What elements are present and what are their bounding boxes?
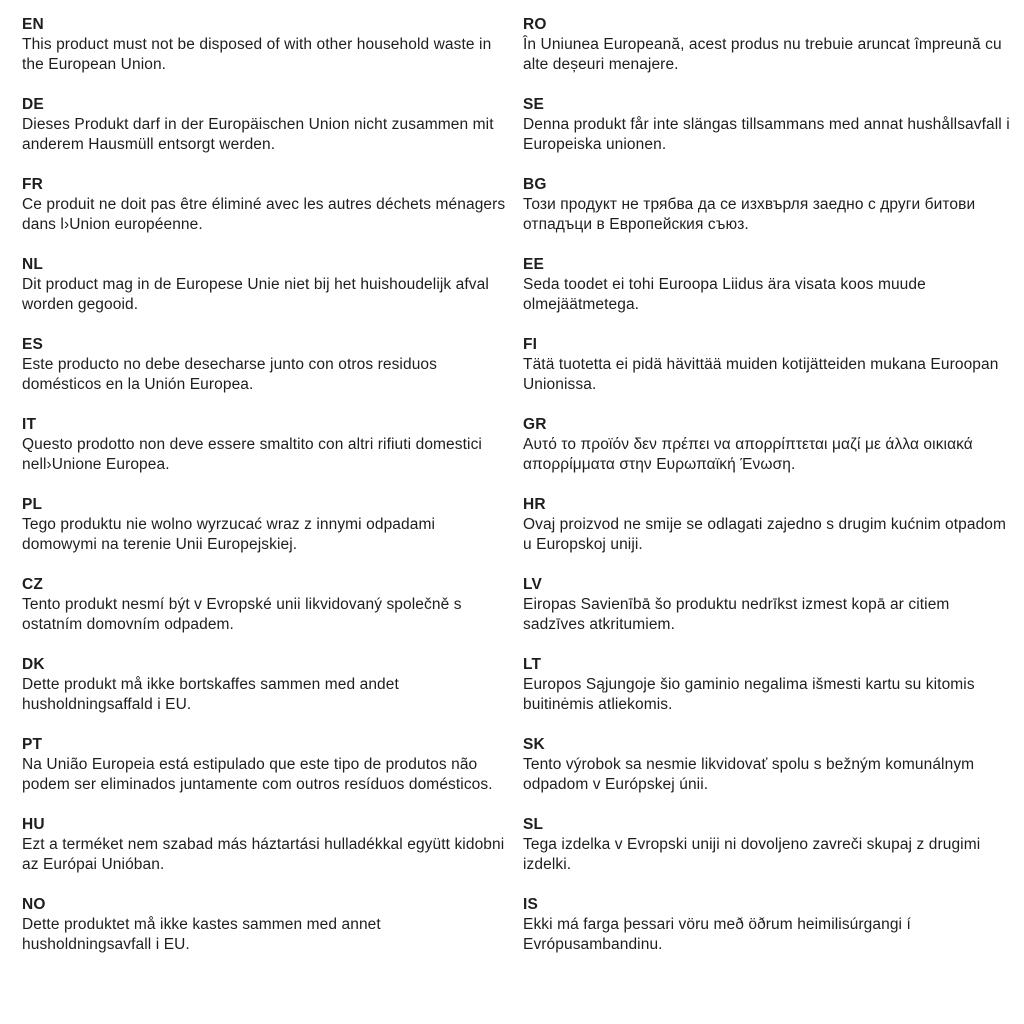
notice-text: Tätä tuotetta ei pidä hävittää muiden kotijätteiden mukana Euroopan Unionissa. bbox=[523, 356, 999, 393]
language-code: NO bbox=[22, 896, 46, 913]
language-code: LV bbox=[523, 576, 543, 593]
language-block bbox=[523, 95, 1014, 155]
language-code: PT bbox=[22, 736, 43, 753]
language-block bbox=[22, 255, 513, 315]
notice-text: Dette produkt må ikke bortskaffes sammen med andet husholdningsaffald i EU. bbox=[22, 676, 399, 713]
language-block bbox=[22, 495, 513, 555]
language-block bbox=[22, 175, 513, 235]
language-block bbox=[22, 895, 513, 955]
language-code: ES bbox=[22, 336, 44, 353]
language-block bbox=[22, 735, 513, 795]
notice-text: Ezt a terméket nem szabad más háztartási hulladékkal együtt kidobni az Európai Unióban. bbox=[22, 836, 505, 873]
notice-text: Tego produktu nie wolno wyrzucać wraz z innymi odpadami domowymi na terenie Unii Europejskiej. bbox=[22, 516, 436, 553]
language-code: NL bbox=[22, 256, 44, 273]
language-block bbox=[523, 335, 1014, 395]
language-block bbox=[523, 575, 1014, 635]
language-code: DK bbox=[22, 656, 45, 673]
language-code: SE bbox=[523, 96, 545, 113]
notice-text: Dieses Produkt darf in der Europäischen Union nicht zusammen mit anderem Hausmüll entsorgt werden. bbox=[22, 116, 494, 153]
language-block bbox=[22, 655, 513, 715]
language-block bbox=[22, 815, 513, 875]
language-block bbox=[523, 255, 1014, 315]
notice-text: Този продукт не трябва да се изхвърля заедно с други битови отпадъци в Европейския съюз. bbox=[523, 196, 976, 233]
language-block bbox=[523, 415, 1014, 475]
notice-text: Na União Europeia está estipulado que este tipo de produtos não podem ser eliminados juntamente com outros resíduos domésticos. bbox=[22, 756, 493, 793]
language-code: BG bbox=[523, 176, 547, 193]
notice-text: Europos Sąjungoje šio gaminio negalima išmesti kartu su kitomis buitinėmis atliekomis. bbox=[523, 676, 975, 713]
language-code: SL bbox=[523, 816, 544, 833]
notice-text: Ce produit ne doit pas être éliminé avec les autres déchets ménagers dans l›Union européenne. bbox=[22, 196, 506, 233]
language-block bbox=[523, 495, 1014, 555]
notice-text: Denna produkt får inte slängas tillsammans med annat hushållsavfall i Europeiska unionen. bbox=[523, 116, 1010, 153]
notice-text: Ovaj proizvod ne smije se odlagati zajedno s drugim kućnim otpadom u Europskoj uniji. bbox=[523, 516, 1007, 553]
language-code: FR bbox=[22, 176, 44, 193]
language-code: EE bbox=[523, 256, 545, 273]
language-code: HR bbox=[523, 496, 546, 513]
language-block bbox=[523, 815, 1014, 875]
left-column bbox=[22, 15, 513, 1014]
notice-text: Dit product mag in de Europese Unie niet bij het huishoudelijk afval worden gegooid. bbox=[22, 276, 489, 313]
language-code: HU bbox=[22, 816, 45, 833]
language-code: IS bbox=[523, 896, 539, 913]
language-code: GR bbox=[523, 416, 547, 433]
language-code: PL bbox=[22, 496, 43, 513]
language-block bbox=[523, 735, 1014, 795]
notice-text: În Uniunea Europeană, acest produs nu trebuie aruncat împreună cu alte deșeuri menajere. bbox=[523, 36, 1002, 73]
language-code: IT bbox=[22, 416, 37, 433]
notice-text: Tega izdelka v Evropski uniji ni dovoljeno zavreči skupaj z drugimi izdelki. bbox=[523, 836, 981, 873]
language-code: DE bbox=[22, 96, 44, 113]
notice-text: Tento produkt nesmí být v Evropské unii likvidovaný společně s ostatním domovním odpadem. bbox=[22, 596, 462, 633]
notice-text: Este producto no debe desecharse junto con otros residuos domésticos en la Unión Europea. bbox=[22, 356, 437, 393]
notice-text: Αυτό το προϊόν δεν πρέπει να απορρίπτεται μαζί με άλλα οικιακά απορρίμματα στην Ευρωπαϊκή Ένωση. bbox=[523, 436, 973, 473]
language-block bbox=[22, 575, 513, 635]
language-block bbox=[523, 15, 1014, 75]
right-column bbox=[523, 15, 1014, 1014]
language-block bbox=[22, 335, 513, 395]
language-code: CZ bbox=[22, 576, 44, 593]
notice-text: Tento výrobok sa nesmie likvidovať spolu s bežným komunálnym odpadom v Európskej únii. bbox=[523, 756, 975, 793]
language-code: FI bbox=[523, 336, 538, 353]
language-block bbox=[523, 655, 1014, 715]
language-code: SK bbox=[523, 736, 545, 753]
notice-text: Ekki má farga þessari vöru með öðrum heimilisúrgangi í Evrópusambandinu. bbox=[523, 916, 911, 953]
notice-text: This product must not be disposed of with other household waste in the European Union. bbox=[22, 36, 492, 73]
language-code: EN bbox=[22, 16, 44, 33]
language-code: RO bbox=[523, 16, 547, 33]
language-block bbox=[523, 175, 1014, 235]
language-block bbox=[22, 415, 513, 475]
notice-text: Seda toodet ei tohi Euroopa Liidus ära visata koos muude olmejäätmetega. bbox=[523, 276, 926, 313]
notice-text: Questo prodotto non deve essere smaltito con altri rifiuti domestici nell›Unione Europea. bbox=[22, 436, 482, 473]
language-block bbox=[523, 895, 1014, 955]
language-block bbox=[22, 95, 513, 155]
language-code: LT bbox=[523, 656, 542, 673]
language-block bbox=[22, 15, 513, 75]
notice-text: Eiropas Savienībā šo produktu nedrīkst izmest kopā ar citiem sadzīves atkritumiem. bbox=[523, 596, 950, 633]
notice-text: Dette produktet må ikke kastes sammen med annet husholdningsavfall i EU. bbox=[22, 916, 381, 953]
